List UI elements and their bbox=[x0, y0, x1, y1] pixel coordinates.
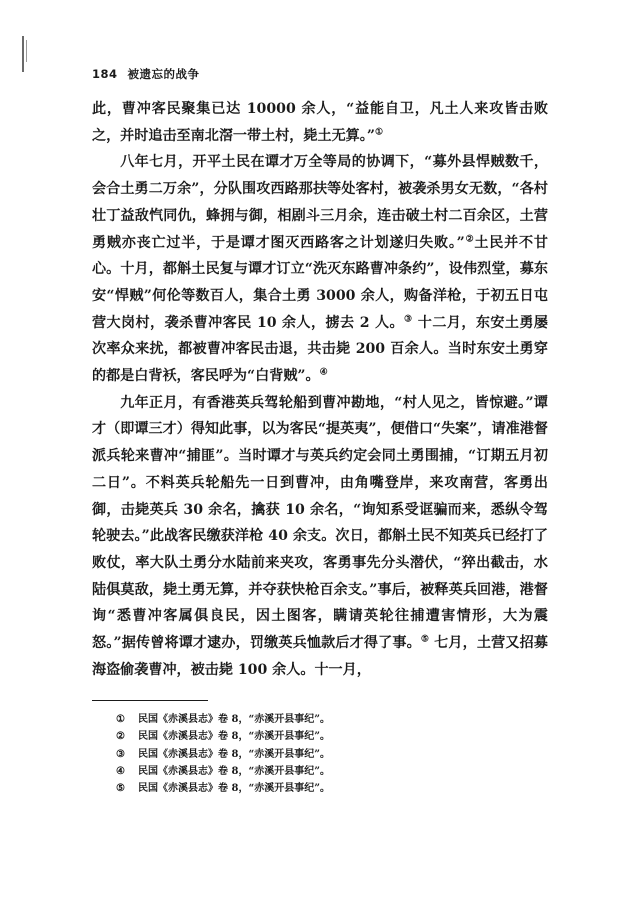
paragraph-3-text-b: 七月，土营又招募海盗偷袭曹冲，被击毙 100 余人。十一月， bbox=[92, 635, 549, 678]
footnote-text: 民国《赤溪县志》卷 8，“赤溪开县事纪”。 bbox=[138, 748, 330, 760]
paragraph-1-text: 此，曹冲客民聚集已达 10000 余人，“益能自卫，凡土人来攻皆击败之，并时追击至南北滘一带土村，毙土无算。” bbox=[92, 101, 548, 144]
scan-edge-mark bbox=[22, 36, 24, 72]
footnote-text: 民国《赤溪县志》卷 8，“赤溪开县事纪”。 bbox=[138, 783, 330, 795]
main-text bbox=[92, 96, 548, 683]
footnote-5 bbox=[116, 780, 330, 797]
footnote-ref-3[interactable]: ③ bbox=[403, 313, 413, 324]
footnote-number: ④ bbox=[116, 765, 125, 777]
footnote-4 bbox=[116, 763, 330, 780]
paragraph-2-text-b: 土民并不甘心。十月，都斛土民复与谭才订立“洗灭东路曹冲条约”，设伟烈堂，募东安“悍贼”何伦等数百人，集合土勇 3000 余人，购备洋枪，于初五日屯营大岗村，袭杀曹冲客民 10 余人，掳去 2 人。 bbox=[92, 234, 548, 331]
footnote-ref-4[interactable]: ④ bbox=[319, 367, 328, 378]
footnote-text: 民国《赤溪县志》卷 8，“赤溪开县事纪”。 bbox=[138, 731, 330, 743]
footnote-2 bbox=[116, 728, 330, 745]
footnote-1 bbox=[116, 711, 330, 728]
footnote-3 bbox=[116, 746, 330, 763]
footnotes bbox=[116, 711, 330, 797]
paragraph-2-text-c: 十二月，东安土勇屡次率众来扰，都被曹冲客民击退，共击毙 200 百余人。当时东安土勇穿的都是白背袄，客民呼为“白背贼”。 bbox=[92, 314, 549, 385]
footnote-number: ⑤ bbox=[116, 783, 125, 795]
paragraph-1 bbox=[92, 96, 548, 149]
footnote-ref-5[interactable]: ⑤ bbox=[420, 634, 430, 645]
paragraph-2-text-a: 八年七月，开平土民在谭才万全等局的协调下，“募外县悍贼数千，会合土勇二万余”，分队围攻西路那扶等处客村，被袭杀男女无数，“各村壮丁益敌忾同仇，蜂拥与御，相剧斗三月余，连击破土村二百余区，土营勇贼亦丧亡过半，于是谭才图灭西路客之计划遂归失败。” bbox=[92, 154, 548, 251]
footnote-number: ③ bbox=[116, 748, 125, 760]
paragraph-2 bbox=[92, 149, 548, 389]
paragraph-3-text-a: 九年正月，有香港英兵驾轮船到曹冲勘地，“村人见之，皆惊避。”谭才（即谭三才）得知此事，以为客民“提英夷”，便借口“失案”，请准港督派兵轮来曹冲“捕匪”。当时谭才与英兵约定会同土勇围捕，“订期五月初二日”。不料英兵轮船先一日到曹冲，由角嘴登岸，来攻南营，客勇出御，击毙英兵 30 余名，擒获 10 余名，“询知系受诓骗而来，悉纵令驾轮驶去。”此战客民缴获洋枪 40 余支。次日，都斛土民不知英兵已经打了败仗，率大队土勇分水陆前来夹攻，客勇事先分头潜伏，“猝出截击，水陆俱莫敌，毙土勇无算，并夺获快枪百余支。”事后，被释英兵回港，港督询“悉曹冲客属俱良民，因土图客，瞒请英轮往捕遭害情形，大为震怒。”据传曾将谭才逮办，罚缴英兵恤款后才得了事。 bbox=[92, 394, 548, 652]
footnote-text: 民国《赤溪县志》卷 8，“赤溪开县事纪”。 bbox=[138, 765, 330, 777]
scan-edge-mark-thin bbox=[26, 40, 27, 62]
book-title: 被遗忘的战争 bbox=[127, 67, 200, 81]
paragraph-3 bbox=[92, 390, 548, 684]
footnote-text: 民国《赤溪县志》卷 8，“赤溪开县事纪”。 bbox=[138, 714, 330, 725]
footnote-ref-1[interactable]: ① bbox=[374, 127, 384, 138]
running-header bbox=[92, 66, 200, 82]
footnote-ref-2[interactable]: ② bbox=[464, 233, 475, 244]
footnote-divider bbox=[92, 700, 208, 701]
footnote-number: ② bbox=[116, 731, 125, 743]
page-number: 184 bbox=[92, 67, 118, 81]
footnote-number: ① bbox=[116, 714, 125, 725]
